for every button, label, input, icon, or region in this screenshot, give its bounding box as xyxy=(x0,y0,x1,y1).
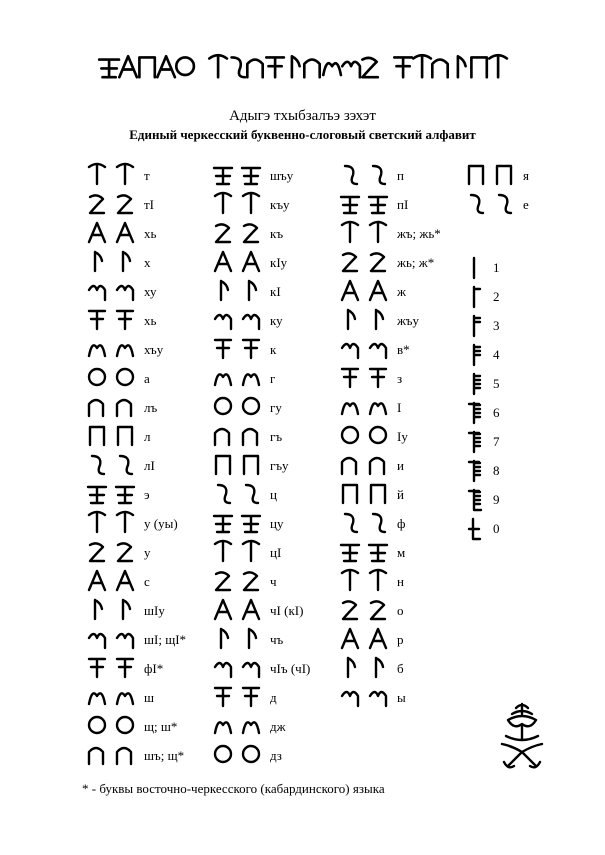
letter-label: гу xyxy=(270,400,282,415)
letter-label: цу xyxy=(270,516,284,531)
letter-label: тI xyxy=(144,197,155,212)
letter-label: к xyxy=(270,342,277,357)
numeral-label: 6 xyxy=(493,405,500,420)
letter-label: щ; ш* xyxy=(144,719,178,734)
letter-label: хь xyxy=(144,226,157,241)
letter-label: д xyxy=(270,690,277,705)
letter-label: р xyxy=(397,632,404,647)
letter-label: чIъ (чI) xyxy=(270,661,311,676)
letter-label: хъу xyxy=(144,342,164,357)
letter-label: м xyxy=(397,545,406,560)
letter-label: ц xyxy=(270,487,277,502)
letter-label: шI; щI* xyxy=(144,632,187,647)
numeral-label: 4 xyxy=(493,347,500,362)
numeral-label: 8 xyxy=(493,463,500,478)
numeral-label: 2 xyxy=(493,289,500,304)
script-title-glyphs xyxy=(0,48,605,87)
letter-label: й xyxy=(397,487,404,502)
letter-label: э xyxy=(144,487,150,502)
page-title: Адыгэ тхыбзалъэ зэхэт xyxy=(229,108,376,124)
letter-label: я xyxy=(523,168,529,183)
letter-label: и xyxy=(397,458,404,473)
letter-label: т xyxy=(144,168,150,183)
letter-label: у (уы) xyxy=(144,516,178,531)
letter-label: чъ xyxy=(270,632,284,647)
page-subtitle: Единый черкесский буквенно-слоговый светский алфавит xyxy=(129,127,476,142)
letter-label: хь xyxy=(144,313,157,328)
letter-label: кIу xyxy=(270,255,288,270)
letter-label: с xyxy=(144,574,150,589)
numeral-label: 7 xyxy=(493,434,500,449)
letter-label: шъ; щ* xyxy=(144,748,185,763)
letter-label: б xyxy=(397,661,404,676)
letter-label: къу xyxy=(270,197,290,212)
letter-label: ч xyxy=(270,574,277,589)
letter-label: л xyxy=(144,429,151,444)
letter-label: шъу xyxy=(270,168,294,183)
letter-label: лI xyxy=(144,458,155,473)
letter-label: н xyxy=(397,574,404,589)
letter-label: къ xyxy=(270,226,284,241)
letter-label: лъ xyxy=(144,400,158,415)
letter-label: г xyxy=(270,371,276,386)
letter-label: а xyxy=(144,371,150,386)
letter-label: жъ; жь* xyxy=(397,226,441,241)
letter-label: з xyxy=(397,371,403,386)
letter-label: ху xyxy=(144,284,157,299)
numeral-label: 9 xyxy=(493,492,500,507)
letter-label: е xyxy=(523,197,529,212)
letter-label: в* xyxy=(397,342,410,357)
letter-label: цI xyxy=(270,545,282,560)
letter-label: ф xyxy=(397,516,406,531)
numeral-label: 1 xyxy=(493,260,500,275)
letter-label: ж xyxy=(397,284,406,299)
letter-label: дж xyxy=(270,719,286,734)
letter-label: пI xyxy=(397,197,409,212)
letter-label: гъ xyxy=(270,429,283,444)
letter-label: фI* xyxy=(144,661,164,676)
letter-label: Iу xyxy=(397,429,408,444)
ornament-emblem-icon xyxy=(494,700,550,777)
letter-label: жъу xyxy=(397,313,420,328)
numeral-label: 3 xyxy=(493,318,500,333)
letter-label: I xyxy=(397,400,402,415)
letter-label: у xyxy=(144,545,151,560)
letter-label: кI xyxy=(270,284,281,299)
footnote: * - буквы восточно-черкесского (кабардинского) языка xyxy=(82,781,385,796)
letter-label: шIу xyxy=(144,603,165,618)
letter-label: о xyxy=(397,603,404,618)
letter-label: гъу xyxy=(270,458,289,473)
letter-label: жь; ж* xyxy=(397,255,435,270)
letter-label: чI (кI) xyxy=(270,603,304,618)
letter-label: ы xyxy=(397,690,406,705)
letter-label: ку xyxy=(270,313,283,328)
letter-label: дз xyxy=(270,748,282,763)
numeral-label: 5 xyxy=(493,376,500,391)
letter-label: х xyxy=(144,255,151,270)
numeral-label: 0 xyxy=(493,521,500,536)
letter-label: п xyxy=(397,168,404,183)
letter-label: ш xyxy=(144,690,155,705)
